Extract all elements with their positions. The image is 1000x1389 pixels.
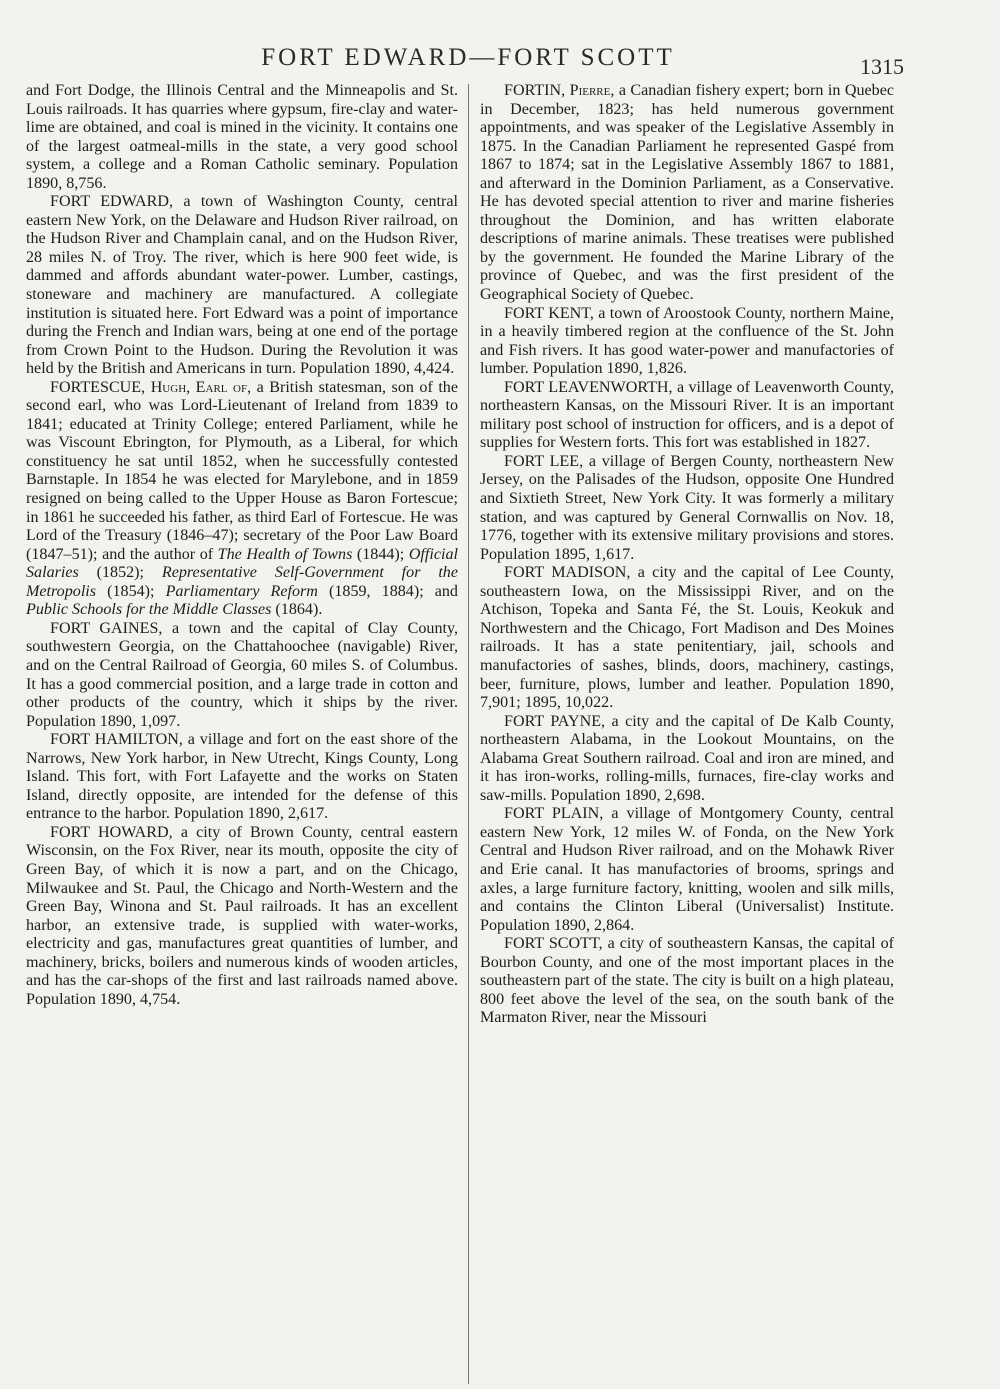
work-title: Representative Self-Government for the Metropolis [26,564,458,600]
entry-headword: FORT HOWARD, [50,823,173,841]
entry-fort-lee: FORT LEE, a village of Bergen County, northeastern New Jersey, on the Palisades of the Hudson, opposite One Hundred and Sixtieth Street, New York City. It was formerly a military station, and was captured by General Cornwallis on Nov. 18, 1776, together with its extensive military provisions and stores. Population 1895, 1,617. [480,452,894,563]
entry-fort-madison: FORT MADISON, a city and the capital of Lee County, southeastern Iowa, on the Mississippi River, and on the Atchison, Topeka and Santa Fé, the St. Louis, Keokuk and Northwestern and the Chicago, Fort Madison and Des Moines railroads. It has a state penitentiary, jail, schools and manufactories of sashes, blinds, doors, machinery, castings, beer, furniture, plows, lumber and leather. Population 1890, 7,901; 1895, 10,022. [480,564,894,712]
entry-fort-plain: FORT PLAIN, a village of Montgomery County, central eastern New York, 12 miles W. of Fonda, on the New York Central and Hudson River railroad, and on the Mohawk River and Erie canal. It has manufactories of brooms, springs and axles, a large furniture factory, knitting, woolen and silk mills, and contains the Clinton Liberal (Universalist) Institute. Population 1890, 2,864. [480,805,894,934]
left-column [26,82,458,1009]
entry-fort-leavenworth: FORT LEAVENWORTH, a village of Leavenworth County, northeastern Kansas, on the Missouri River. It is an important military post school of instruction for officers, and is a depot of supplies for Western forts. This fort was established in 1827. [480,378,895,452]
person-name: Pierre, [569,82,615,99]
entry-headword: FORT HAMILTON, [50,731,183,749]
column-divider [468,84,469,1384]
running-title: FORT EDWARD—FORT SCOTT [261,44,675,71]
entry-headword: FORT EDWARD, [50,193,174,211]
entry-fort-edward: FORT EDWARD, a town of Washington County, central eastern New York, on the Delaware and Hudson River railroad, on the Hudson River and Champlain canal, and on the Hudson River, 28 miles N. of Troy. The river, which is here 900 feet wide, is dammed and affords abundant water-power. Lumber, castings, stoneware and machinery are manufactured. A collegiate institution is situated here. Fort Edward was a point of importance during the French and Indian wars, being at one end of the portage from Crown Point to the Hudson. During the Revolution it was held by the British and Americans in turn. Population 1890, 4,424. [26,193,458,378]
entry-headword: FORT MADISON, [504,564,631,582]
work-title: The Health of Towns [217,545,353,563]
entry-headword: FORT PLAIN, [504,805,604,823]
work-title: Official Salaries [26,545,458,582]
entry-fort-kent: FORT KENT, a town of Aroostook County, northern Maine, in a heavily timbered region at the confluence of the St. John and Fish rivers. It has good water-power and manufactories of lumber. Population 1890, 1,826. [480,304,894,378]
page-header [0,40,1000,80]
entry-headword: FORT SCOTT, [504,935,603,953]
entry-fortin: FORTIN, Pierre, a Canadian fishery expert; born in Quebec in December, 1823; has held numerous government appointments, and was speaker of the Legislative Assembly in 1875. In the Canadian Parliament he represented Gaspé from 1867 to 1874; sat in the Legislative Assembly 1867 to 1881, and afterward in the Dominion Parliament, as a Conservative. He has devoted special attention to river and marine fisheries throughout the Dominion, and has written elaborate descriptions of marine animals. These treatises were published by the government. He founded the Marine Library of the province of Quebec, and was the first president of the Geographical Society of Quebec. [480,82,894,304]
entry-fort-howard: FORT HOWARD, a city of Brown County, central eastern Wisconsin, on the Fox River, near its mouth, opposite the city of Green Bay, of which it is now a part, and on the Chicago, Milwaukee and St. Paul, the Chicago and North-Western and the Green Bay, Winona and St. Paul railroads. It has an excellent harbor, an extensive trade, is supplied with water-works, electricity and gas, manufactures great quantities of lumber, and machinery, bricks, boilers and numerous kinds of wooden articles, and has the car-shops of the first and last railroads named above. Population 1890, 4,754. [26,823,458,1008]
entry-headword: FORT LEE, [504,452,584,470]
work-title: Parliamentary Reform [165,582,318,600]
page-number: 1315 [860,54,904,79]
entry-headword: FORT GAINES, [50,619,163,637]
entry-headword: FORT PAYNE, [504,712,606,730]
entry-headword: FORTESCUE, [50,378,146,396]
entry-fort-dodge-continued: and Fort Dodge, the Illinois Central and the Minneapolis and St. Louis railroads. It has quarries where gypsum, fire-clay and water-lime are obtained, and coal is mined in the vicinity. It contains one of the largest oatmeal-mills in the state, a very good school system, a college and a Roman Catholic seminary. Population 1890, 8,756. [26,82,458,192]
person-name: Hugh, Earl of, [150,378,252,396]
entry-fort-hamilton: FORT HAMILTON, a village and fort on the east shore of the Narrows, New York harbor, in New Utrecht, Kings County, Long Island. This fort, with Fort Lafayette and the works on Staten Island, directly opposite, are intended for the defense of this entrance to the harbor. Population 1890, 2,617. [26,731,458,823]
entry-fort-gaines: FORT GAINES, a town and the capital of Clay County, southwestern Georgia, on the Chattahoochee (navigable) River, and on the Central Railroad of Georgia, 60 miles S. of Columbus. It has a good commercial position, and a large trade in cotton and other products of the country, which it ships by the river. Population 1890, 1,097. [26,619,459,730]
entry-headword: FORT KENT, [504,304,594,322]
entry-headword: FORT LEAVENWORTH, [504,378,673,396]
entry-fortescue: FORTESCUE, Hugh, Earl of, a British statesman, son of the second earl, who was Lord-Lieutenant of Ireland from 1839 to 1841; educated at Trinity College; entered Parliament, while he was Viscount Ebrington, for Plymouth, as a Liberal, for which constituency he sat until 1852, when he successfully contested Barnstaple. In 1854 he was elected for Marylebone, and in 1859 resigned on being called to the Upper House as Baron Fortescue; in 1861 he succeeded his father, as third Earl of Fortescue. He was Lord of the Treasury (1846–47); secretary of the Poor Law Board (1847–51); and the author of The Health of Towns (1844); Official Salaries (1852); Representative Self-Government for the Metropolis (1854); Parliamentary Reform (1859, 1884); and Public Schools for the Middle Classes (1864). [26,378,458,619]
right-column [480,82,894,1028]
work-title: Public Schools for the Middle Classes [26,601,272,619]
entry-fort-payne: FORT PAYNE, a city and the capital of De Kalb County, northeastern Alabama, in the Lookout Mountains, on the Alabama Great Southern railroad. Coal and iron are mined, and it has iron-works, rolling-mills, furnaces, fire-clay works and saw-mills. Population 1890, 2,698. [480,712,894,804]
entry-headword: FORTIN, [504,82,566,99]
entry-fort-scott: FORT SCOTT, a city of southeastern Kansas, the capital of Bourbon County, and one of the most important places in the southeastern part of the state. The city is built on a high plateau, 800 feet above the level of the sea, on the south bank of the Marmaton River, near the Missouri [480,935,895,1027]
